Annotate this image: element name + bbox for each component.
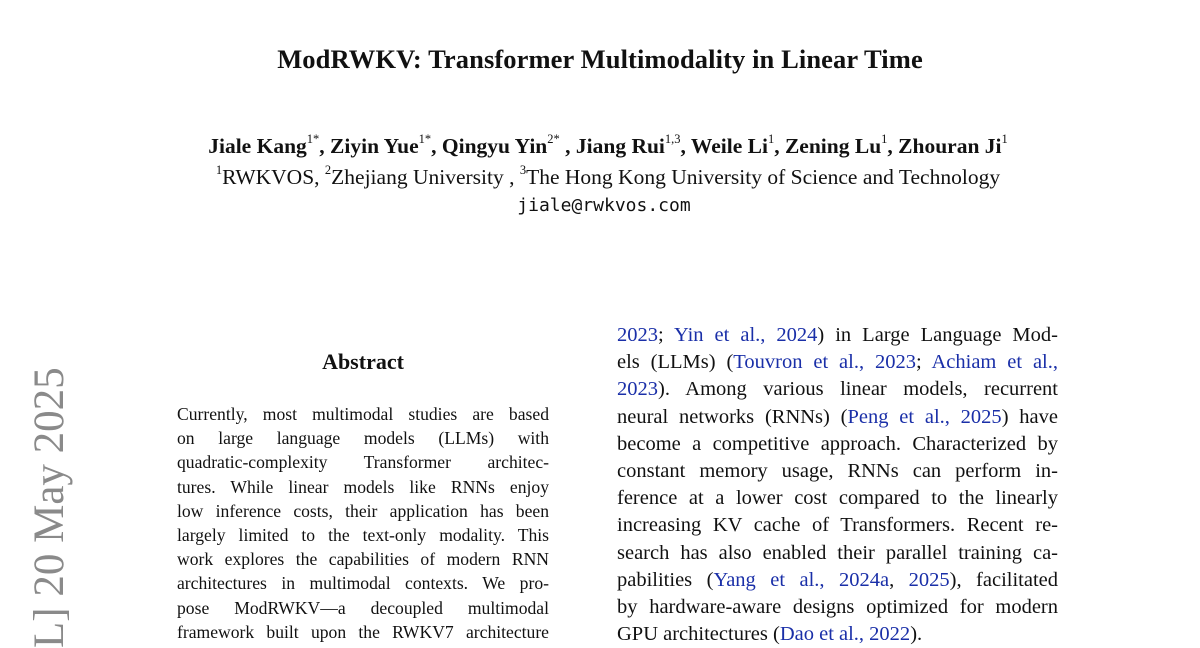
body-text: increasing KV cache of Transformers. Recent re-: [617, 514, 1058, 537]
body-line: [617, 540, 1058, 567]
citation-link[interactable]: Dao et al., 2022: [779, 623, 911, 646]
citation-link[interactable]: Peng et al., 2025: [847, 405, 1002, 428]
body-text: constant memory usage, RNNs can perform in-: [617, 459, 1058, 482]
body-text: ;: [658, 324, 674, 346]
abstract-line: Currently, most multimodal studies are based: [177, 404, 549, 424]
body-text: ) in Large Language Mod-: [817, 324, 1058, 346]
body-text: ference at a lower cost compared to the linearly: [617, 487, 1058, 510]
author: Qingyu Yin$^{2*}$ ,: [441, 132, 576, 159]
body-line: [617, 404, 1058, 431]
body-line: [617, 322, 1058, 349]
body-line: [617, 485, 1058, 512]
abstract-heading: Abstract: [322, 349, 404, 374]
body-text: pabilities (: [617, 568, 714, 591]
body-line: [617, 349, 1058, 376]
right-column-text: [617, 322, 1058, 648]
affiliation: $^3$The Hong Kong University of Science and Technology: [519, 163, 1001, 190]
body-line: [617, 376, 1058, 403]
citation-link[interactable]: Achiam et al.,: [931, 351, 1058, 374]
body-line: [617, 594, 1058, 621]
citation-link[interactable]: 2023: [617, 324, 658, 346]
body-text: ) have: [1001, 405, 1058, 428]
body-text: ;: [916, 351, 932, 374]
author: Weile Li$^1$,: [690, 132, 785, 159]
abstract-text: [177, 402, 549, 644]
body-text: ), facilitated: [949, 568, 1059, 591]
abstract-line: pose ModRWKV—a decoupled multimodal: [177, 597, 549, 618]
body-line: [617, 431, 1058, 458]
body-text: ). Among various linear models, recurrent: [658, 378, 1058, 401]
author: Zening Lu$^1$,: [784, 132, 899, 159]
body-text: GPU architectures (: [617, 623, 780, 646]
body-text: els (LLMs) (: [617, 351, 734, 374]
citation-link[interactable]: Yang et al., 2024a: [713, 568, 890, 591]
abstract-line: largely limited to the text-only modality. This: [177, 524, 549, 545]
body-text: by hardware-aware designs optimized for modern: [617, 595, 1058, 618]
citation-link[interactable]: Yin et al., 2024: [673, 324, 818, 346]
author: Jiang Rui$^{1,3}$,: [575, 132, 691, 159]
author: Ziyin Yue$^{1*}$,: [330, 132, 442, 159]
abstract-line: work explores the capabilities of modern RNN: [177, 549, 549, 570]
author: Jiale Kang$^{1*}$,: [208, 132, 331, 159]
affiliation-list: [0, 165, 1200, 190]
abstract-line: architectures in multimodal contexts. We pro-: [177, 573, 549, 594]
body-text: become a competitive approach. Characterized by: [617, 432, 1058, 455]
citation-link[interactable]: Touvron et al., 2023: [733, 351, 916, 374]
body-text: ).: [910, 623, 923, 646]
abstract-line: quadratic-complexity Transformer architec-: [177, 452, 549, 473]
body-line: [617, 621, 1058, 648]
affiliation: $^1$RWKVOS,: [215, 163, 320, 190]
arxiv-date-stamp: L] 20 May 2025: [26, 367, 73, 648]
paper-title: ModRWKV: Transformer Multimodality in Linear Time: [277, 44, 923, 74]
body-line: [617, 458, 1058, 485]
affiliation: $^2$Zhejiang University ,: [324, 163, 515, 190]
body-text: neural networks (RNNs) (: [617, 405, 848, 428]
body-line: [617, 567, 1058, 594]
abstract-line: on large language models (LLMs) with: [177, 428, 549, 449]
abstract-line: tures. While linear models like RNNs enjoy: [177, 476, 549, 497]
contact-email[interactable]: jiale@rwkvos.com: [517, 195, 691, 216]
abstract-line: low inference costs, their application has been: [177, 500, 549, 521]
body-text: ,: [889, 568, 909, 591]
author-list: [0, 134, 1200, 159]
author: Zhouran Ji$^1$: [898, 132, 1008, 159]
abstract-line: framework built upon the RWKV7 architecture: [177, 621, 549, 642]
citation-link[interactable]: 2025: [908, 568, 950, 591]
body-text: search has also enabled their parallel training ca-: [617, 541, 1058, 564]
citation-link[interactable]: 2023: [617, 378, 658, 401]
body-line: [617, 512, 1058, 539]
